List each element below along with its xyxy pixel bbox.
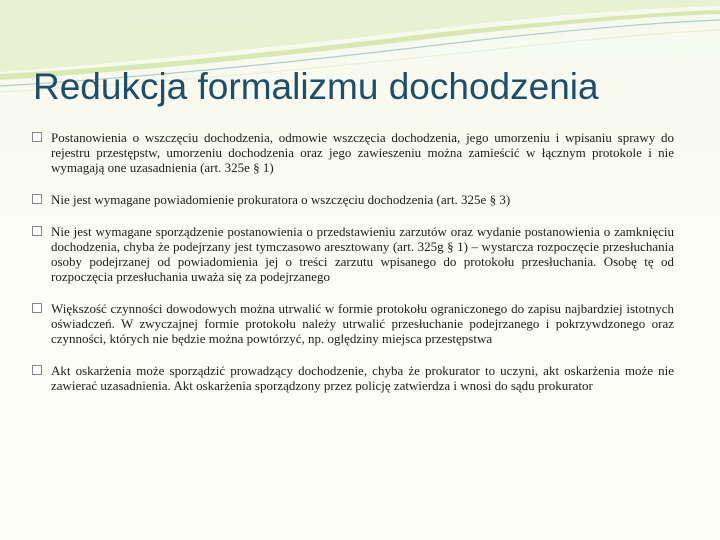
- bullet-item-4: [32, 301, 674, 346]
- bullet-item-3: [32, 224, 674, 284]
- bullet-text: Akt oskarżenia może sporządzić prowadzący dochodzenie, chyba że prokurator to uczyni, akt oskarżenia może nie zawierać uzasadnienia. Akt oskarżenia sporządzony przez policję zatwierdza i wnosi do sądu prokurator: [51, 363, 674, 393]
- hollow-square-icon: [32, 194, 42, 204]
- bullet-text: Postanowienia o wszczęciu dochodzenia, odmowie wszczęcia dochodzenia, jego umorzeniu i wpisaniu sprawy do rejestru przestępstw, umorzeniu dochodzenia oraz jego zawieszeniu można zamieścić w łącznym protokole i nie wymagają one uzasadnienia (art. 325e § 1): [51, 130, 674, 175]
- hollow-square-icon: [32, 226, 42, 236]
- bullet-text: Nie jest wymagane sporządzenie postanowienia o przedstawieniu zarzutów oraz wydanie postanowienia o zamknięciu dochodzenia, chyba że podejrzany jest tymczasowo aresztowany (art. 325g § 1) – wystarcza rozpoczęcie przesłuchania osoby podejrzanej od powiadomienia jej o treści zarzutu wpisanego do protokołu przesłuchania. Osobę tę od rozpoczęcia przesłuchania uważa się za podejrzanego: [51, 224, 674, 284]
- bullet-item-1: [32, 130, 674, 175]
- bullet-item-2: [32, 192, 674, 207]
- bullet-item-5: [32, 363, 674, 393]
- bullet-text: Większość czynności dowodowych można utrwalić w formie protokołu ograniczonego do zapisu najbardziej istotnych oświadczeń. W zwyczajnej formie protokołu należy utrwalić przesłuchanie podejrzanego i pokrzywdzonego oraz czynności, których nie będzie można powtórzyć, np. oględziny miejsca przestępstwa: [51, 301, 674, 346]
- bullet-text: Nie jest wymagane powiadomienie prokuratora o wszczęciu dochodzenia (art. 325e § 3): [51, 192, 511, 207]
- bullet-list: [32, 130, 674, 410]
- hollow-square-icon: [32, 365, 42, 375]
- slide-title: Redukcja formalizmu dochodzenia: [33, 66, 599, 107]
- hollow-square-icon: [32, 132, 42, 142]
- hollow-square-icon: [32, 303, 42, 313]
